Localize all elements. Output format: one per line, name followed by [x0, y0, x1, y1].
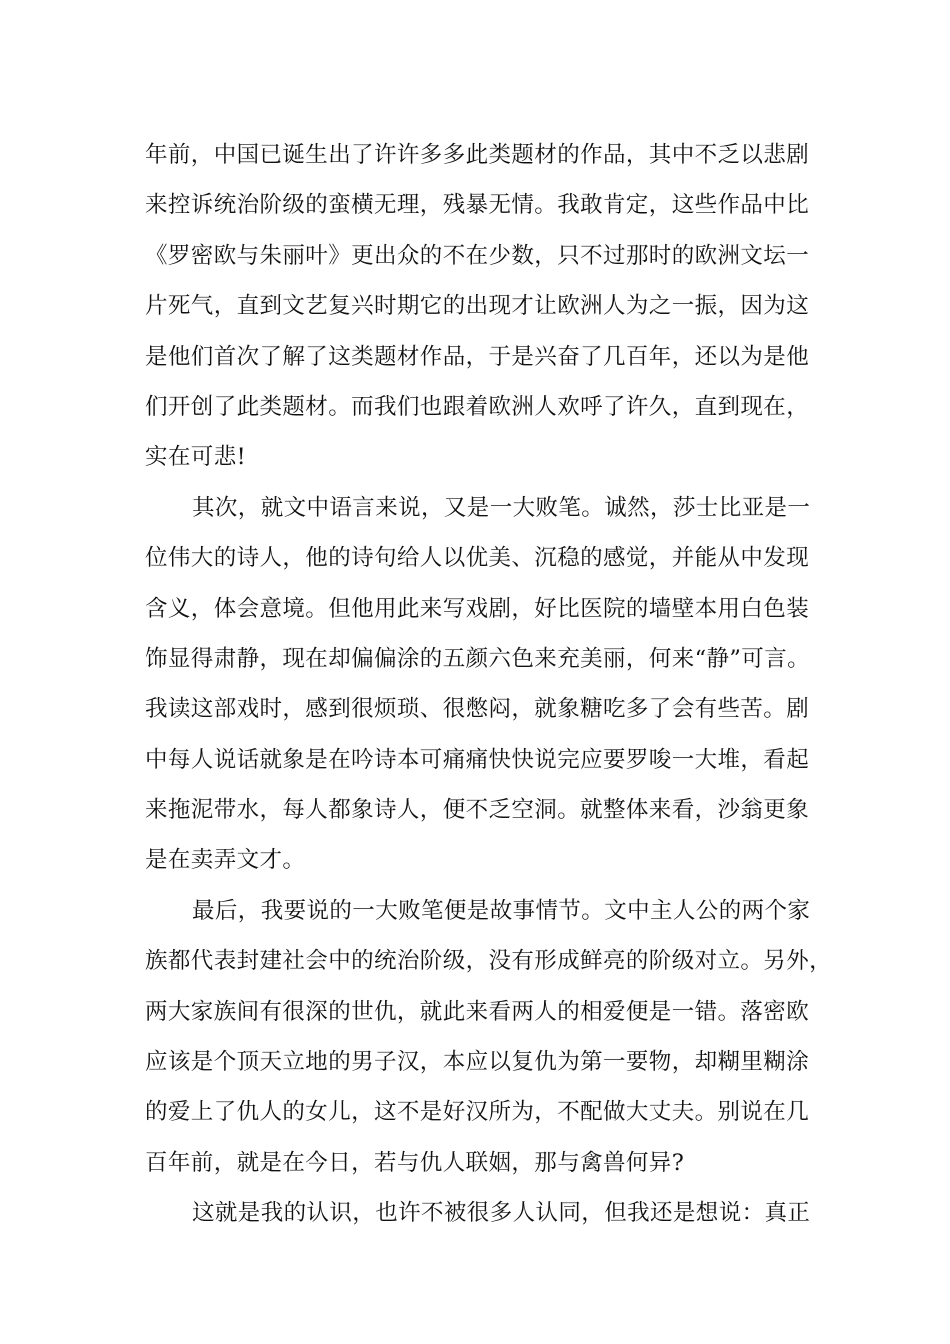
paragraph-start-line: 这就是我的认识，也许不被很多人认同，但我还是想说：真正: [192, 1200, 811, 1227]
text-line: 含义，体会意境。但他用此来写戏剧，好比医院的墙壁本用白色装: [145, 595, 810, 622]
text-line: 饰显得肃静，现在却偏偏涂的五颜六色来充美丽，何来“静”可言。: [145, 645, 811, 672]
text-line: 片死气，直到文艺复兴时期它的出现才让欧洲人为之一振，因为这: [145, 293, 810, 320]
text-line: 的爱上了仇人的女儿，这不是好汉所为，不配做大丈夫。别说在几: [145, 1099, 810, 1126]
text-line: 族都代表封建社会中的统治阶级，没有形成鲜亮的阶级对立。另外，: [145, 948, 833, 975]
document-body: [145, 130, 833, 1239]
text-line: 两大家族间有很深的世仇，就此来看两人的相爱便是一错。落密欧: [145, 998, 810, 1025]
text-line: 实在可悲!: [145, 444, 247, 471]
text-line: 是在卖弄文才。: [145, 847, 306, 874]
text-line: 我读这部戏时，感到很烦琐、很憋闷，就象糖吃多了会有些苦。剧: [145, 696, 810, 723]
text-line: 来控诉统治阶级的蛮横无理，残暴无情。我敢肯定，这些作品中比: [145, 192, 810, 219]
text-line: 们开创了此类题材。而我们也跟着欧洲人欢呼了许久，直到现在，: [145, 393, 810, 420]
text-line: 百年前，就是在今日，若与仇人联姻，那与禽兽何异?: [145, 1149, 685, 1176]
paragraph-start-line: 最后，我要说的一大败笔便是故事情节。文中主人公的两个家: [192, 897, 811, 924]
paragraph-start-line: 其次，就文中语言来说，又是一大败笔。诚然，莎士比亚是一: [192, 494, 811, 521]
text-line: 《罗密欧与朱丽叶》更出众的不在少数，只不过那时的欧洲文坛一: [145, 242, 810, 269]
text-line: 中每人说话就象是在吟诗本可痛痛快快说完应要罗唆一大堆，看起: [145, 746, 810, 773]
text-line: 应该是个顶天立地的男子汉，本应以复仇为第一要物，却糊里糊涂: [145, 1049, 810, 1076]
text-line: 年前，中国已诞生出了许许多多此类题材的作品，其中不乏以悲剧: [145, 142, 810, 168]
text-line: 来拖泥带水，每人都象诗人，便不乏空洞。就整体来看，沙翁更象: [145, 797, 810, 824]
text-line: 位伟大的诗人，他的诗句给人以优美、沉稳的感觉，并能从中发现: [145, 545, 810, 572]
text-line: 是他们首次了解了这类题材作品，于是兴奋了几百年，还以为是他: [145, 343, 810, 370]
